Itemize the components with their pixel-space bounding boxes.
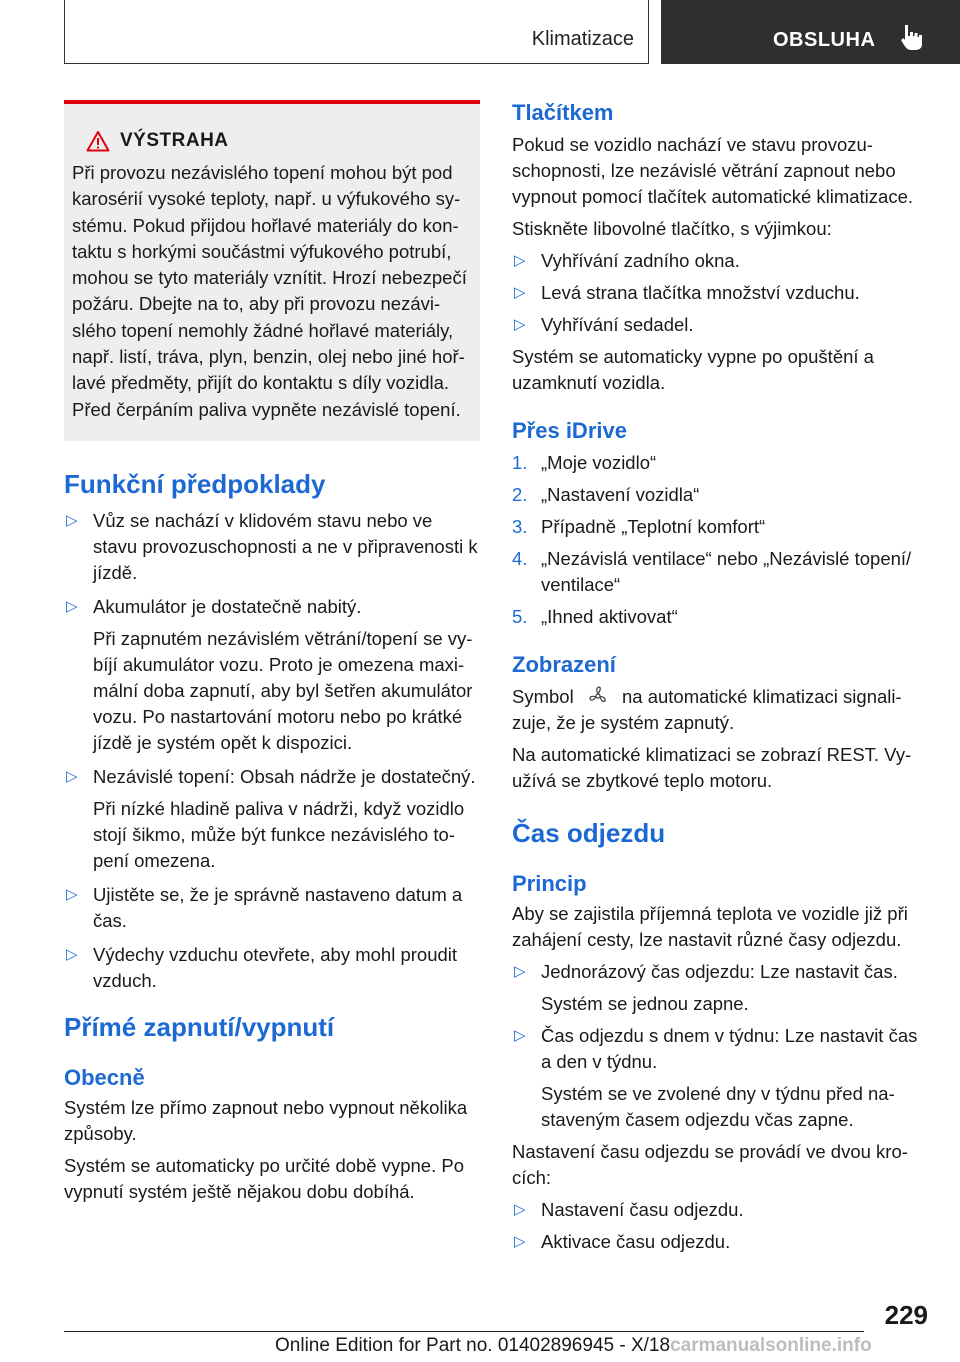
step-text: Případně „Teplotní komfort“ bbox=[541, 516, 766, 537]
list-item-text: Akumulátor je dostatečně nabitý. bbox=[93, 595, 362, 617]
list-item bbox=[512, 959, 928, 1017]
list-item-detail: Při nízké hladině paliva v nádrži, když vozidlo stojí šikmo, může být funkce nezávislého topení omezena. bbox=[93, 797, 465, 871]
list-marker: ▷ bbox=[514, 252, 526, 269]
step-number: 5. bbox=[512, 606, 528, 627]
prerequisites-list bbox=[64, 508, 480, 994]
step-item bbox=[512, 514, 928, 540]
list-item-text: Nastavení času odjezdu. bbox=[541, 1199, 744, 1220]
heading-pres-idrive: Přes iDrive bbox=[512, 418, 627, 443]
header-chapter-box bbox=[661, 0, 960, 64]
tlacitkem-paragraph-2: Stiskněte libovolné tlačítko, s výjimkou: bbox=[512, 218, 832, 239]
heading-princip: Princip bbox=[512, 871, 587, 896]
list-item-text: Nezávislé topení: Obsah nádrže je dostatečný. bbox=[93, 765, 476, 787]
footer-site-watermark: carmanualsonline.info bbox=[670, 1335, 872, 1356]
warning-header bbox=[86, 130, 468, 152]
step-text: „Ihned aktivovat“ bbox=[541, 606, 678, 627]
list-item-text: Ujistěte se, že je správně nastaveno datum a čas. bbox=[93, 883, 463, 931]
list-item bbox=[64, 508, 480, 586]
princip-paragraph-1: Aby se zajistila příjemná teplota ve vozidle již při zahájení cesty, lze nastavit různé časy odjezdu. bbox=[512, 903, 908, 950]
list-marker: ▷ bbox=[66, 511, 78, 529]
list-marker: ▷ bbox=[514, 1027, 526, 1044]
list-item bbox=[512, 280, 928, 306]
step-item bbox=[512, 604, 928, 630]
step-text: „Nezávislá ventilace“ nebo „Nezávislé topení/ ventilace“ bbox=[541, 548, 912, 595]
list-marker: ▷ bbox=[514, 316, 526, 333]
list-item bbox=[512, 312, 928, 338]
step-text: „Moje vozidlo“ bbox=[541, 452, 657, 473]
list-item-detail: Systém se jednou zapne. bbox=[541, 993, 749, 1014]
footer-divider bbox=[64, 1331, 864, 1332]
list-item bbox=[512, 1023, 928, 1133]
warning-title: VÝSTRAHA bbox=[120, 130, 229, 151]
princip-paragraph-2: Nastavení času odjezdu se provádí ve dvou krocích: bbox=[512, 1141, 908, 1188]
list-item-text: Výdechy vzduchu otevřete, aby mohl proudit vzduch. bbox=[93, 943, 458, 991]
pointing-hand-icon bbox=[899, 23, 925, 51]
heading-obecne: Obecně bbox=[64, 1064, 145, 1090]
list-marker: ▷ bbox=[66, 945, 78, 963]
right-column bbox=[512, 100, 928, 1255]
heading-cas-odjezdu: Čas odjezdu bbox=[512, 818, 666, 848]
list-item-detail: Systém se ve zvolené dny v týdnu před nastaveným časem odjezdu včas zapne. bbox=[541, 1083, 895, 1130]
heading-funkcni-predpoklady: Funkční předpoklady bbox=[64, 468, 326, 499]
tlacitkem-paragraph-3: Systém se automaticky vypne po opuštění a uzamknutí vozidla. bbox=[512, 346, 874, 393]
obecne-paragraph-1: Systém lze přímo zapnout nebo vypnout několika způsoby. bbox=[64, 1096, 468, 1144]
tlacitkem-paragraph-1: Pokud se vozidlo nachází ve stavu provozuschopnosti, lze nezávislé větrání zapnout nebo vypnout pomocí tlačítek automatické klimatizace. bbox=[512, 134, 914, 207]
list-marker: ▷ bbox=[66, 767, 78, 785]
list-item bbox=[64, 594, 480, 756]
heading-zobrazeni: Zobrazení bbox=[512, 652, 616, 677]
list-item-text: Levá strana tlačítka množství vzduchu. bbox=[541, 282, 860, 303]
header-section-title: Klimatizace bbox=[531, 28, 634, 50]
footer-edition: Online Edition for Part no. 01402896945 - X/18 bbox=[275, 1335, 671, 1356]
list-item-text: Aktivace času odjezdu. bbox=[541, 1231, 731, 1252]
zobrazeni-text-post: na automatické klimatizaci signalizuje, že je systém zapnutý. bbox=[512, 686, 902, 733]
step-item bbox=[512, 546, 928, 598]
list-marker: ▷ bbox=[66, 885, 78, 903]
step-number: 3. bbox=[512, 516, 528, 537]
zobrazeni-paragraph-2: Na automatické klimatizaci se zobrazí REST. Využívá se zbytkové teplo motoru. bbox=[512, 744, 912, 791]
header-chapter-title: OBSLUHA bbox=[773, 29, 876, 51]
step-text: „Nastavení vozidla“ bbox=[541, 484, 700, 505]
step-item bbox=[512, 482, 928, 508]
warning-triangle-icon bbox=[86, 130, 110, 152]
step-number: 4. bbox=[512, 548, 528, 569]
left-column bbox=[64, 100, 480, 1205]
idrive-steps-list bbox=[512, 450, 928, 630]
list-item bbox=[512, 248, 928, 274]
zobrazeni-paragraph-1 bbox=[512, 684, 928, 736]
list-item bbox=[64, 882, 480, 934]
zobrazeni-text-pre: Symbol bbox=[512, 686, 574, 707]
fan-symbol-icon bbox=[585, 686, 611, 706]
list-item-text: Vyhřívání sedadel. bbox=[541, 314, 694, 335]
list-item-text: Vyhřívání zadního okna. bbox=[541, 250, 740, 271]
list-item-text: Vůz se nachází v klidovém stavu nebo ve stavu provozuschopnosti a ne v připravenosti k jízdě. bbox=[93, 509, 478, 583]
list-item-text: Čas odjezdu s dnem v týdnu: Lze nastavit čas a den v týdnu. bbox=[541, 1025, 918, 1072]
list-marker: ▷ bbox=[66, 597, 78, 615]
list-item-detail: Při zapnutém nezávislém větrání/topení se vybíjí akumulátor vozu. Proto je omezena maximální doba zapnutí, aby byl šetřen akumulátor vozu. Po nastartování motoru nebo po krátké jízdě je systém opět k dispozici. bbox=[93, 627, 473, 753]
warning-text: Při provozu nezávislého topení mohou být pod karosérií vysoké teploty, např. u výfukového systému. Pokud přijdou hořlavé materiály do kontaktu s horkými součástmi výfukového potrubí, mohou se tyto materiály vznítit. Hrozí nebezpečí požáru. Dbejte na to, aby při provozu nezávislého topení nemohly žádné hořlavé materiály, např. listí, tráva, plyn, benzin, olej nebo jiné hořlavé předměty, přijít do kontaktu s díly vozidla. Před čerpáním paliva vypněte nezávislé topení. bbox=[72, 162, 467, 420]
list-marker: ▷ bbox=[514, 1201, 526, 1218]
departure-types-list bbox=[512, 959, 928, 1133]
heading-tlacitkem: Tlačítkem bbox=[512, 100, 614, 125]
step-item bbox=[512, 450, 928, 476]
list-marker: ▷ bbox=[514, 284, 526, 301]
departure-steps-list bbox=[512, 1197, 928, 1255]
step-number: 1. bbox=[512, 452, 528, 473]
warning-box bbox=[64, 100, 480, 441]
list-item bbox=[512, 1229, 928, 1255]
button-exceptions-list bbox=[512, 248, 928, 338]
list-item-text: Jednorázový čas odjezdu: Lze nastavit čas. bbox=[541, 961, 898, 982]
obecne-paragraph-2: Systém se automaticky po určité době vypne. Po vypnutí systém ještě nějakou dobu dobíhá. bbox=[64, 1154, 465, 1202]
page-number: 229 bbox=[884, 1300, 928, 1330]
header-section-box bbox=[64, 0, 649, 64]
list-marker: ▷ bbox=[514, 963, 526, 980]
list-item bbox=[64, 942, 480, 994]
step-number: 2. bbox=[512, 484, 528, 505]
heading-prime-zapnuti: Přímé zapnutí/vypnutí bbox=[64, 1011, 335, 1042]
list-item bbox=[64, 764, 480, 874]
list-marker: ▷ bbox=[514, 1233, 526, 1250]
list-item bbox=[512, 1197, 928, 1223]
footer-edition-line bbox=[275, 1335, 872, 1357]
